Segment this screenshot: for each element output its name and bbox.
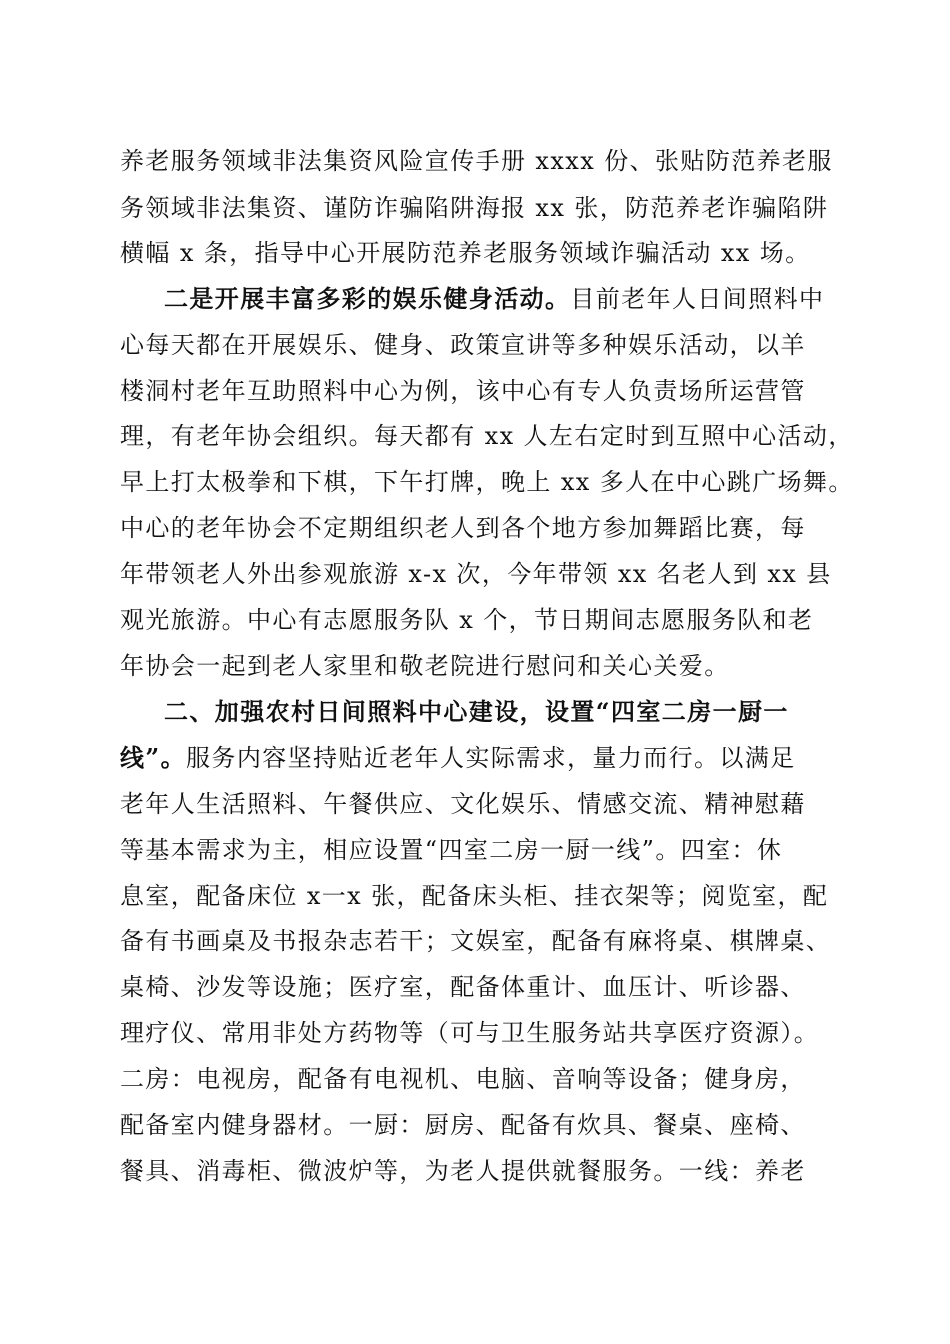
section-heading-line (164, 696, 789, 728)
text-line: 理，有老年协会组织。每天都有 xx 人左右定时到互照中心活动， (120, 422, 854, 450)
section-heading-end: 线”。 (120, 743, 187, 772)
text-line: 心每天都在开展娱乐、健身、政策宣讲等多种娱乐活动，以羊 (120, 331, 806, 359)
paragraph-lead-bold: 二是开展丰富多彩的娱乐健身活动。 (164, 284, 571, 313)
section-heading: 二、加强农村日间照料中心建设，设置“四室二房一厨一 (164, 697, 789, 726)
text-line: 横幅 x 条，指导中心开展防范养老服务领域诈骗活动 xx 场。 (120, 239, 811, 267)
text-line: 备有书画桌及书报杂志若干；文娱室，配备有麻将桌、棋牌桌、 (120, 927, 832, 955)
text-line: 年协会一起到老人家里和敬老院进行慰问和关心关爱。 (120, 652, 730, 680)
text-line: 理疗仪、常用非处方药物等（可与卫生服务站共享医疗资源）。 (120, 1019, 820, 1047)
text-line: 二房：电视房，配备有电视机、电脑、音响等设备；健身房， (120, 1065, 806, 1093)
text-line: 早上打太极拳和下棋，下午打牌，晚上 xx 多人在中心跳广场舞。 (120, 468, 854, 496)
text-line: 楼洞村老年互助照料中心为例，该中心有专人负责场所运营管 (120, 377, 806, 405)
text-line: 等基本需求为主，相应设置“四室二房一厨一线”。四室：休 (120, 836, 783, 864)
text-line: 老年人生活照料、午餐供应、文化娱乐、情感交流、精神慰藉 (120, 790, 806, 818)
text-line: 配备室内健身器材。一厨：厨房、配备有炊具、餐桌、座椅、 (120, 1111, 806, 1139)
text-line: 观光旅游。中心有志愿服务队 x 个，节日期间志愿服务队和老 (120, 606, 814, 634)
paragraph-text: 服务内容坚持贴近老年人实际需求，量力而行。以满足 (186, 744, 796, 772)
section-heading-continuation (120, 742, 796, 774)
text-line: 养老服务领域非法集资风险宣传手册 xxxx 份、张贴防范养老服 (120, 147, 833, 175)
text-line: 息室，配备床位 x一x 张，配备床头柜、挂衣架等；阅览室，配 (120, 882, 829, 910)
paragraph-lead-rest: 目前老年人日间照料中 (570, 285, 825, 313)
paragraph-lead-line (164, 283, 824, 315)
text-line: 桌椅、沙发等设施；医疗室，配备体重计、血压计、听诊器、 (120, 973, 806, 1001)
text-line: 餐具、消毒柜、微波炉等，为老人提供就餐服务。一线：养老 (120, 1157, 806, 1185)
text-line: 中心的老年协会不定期组织老人到各个地方参加舞蹈比赛，每 (120, 514, 806, 542)
text-line: 务领域非法集资、谨防诈骗陷阱海报 xx 张，防范养老诈骗陷阱 (120, 194, 829, 222)
text-line: 年带领老人外出参观旅游 x-x 次，今年带领 xx 名老人到 xx 县 (120, 560, 832, 588)
